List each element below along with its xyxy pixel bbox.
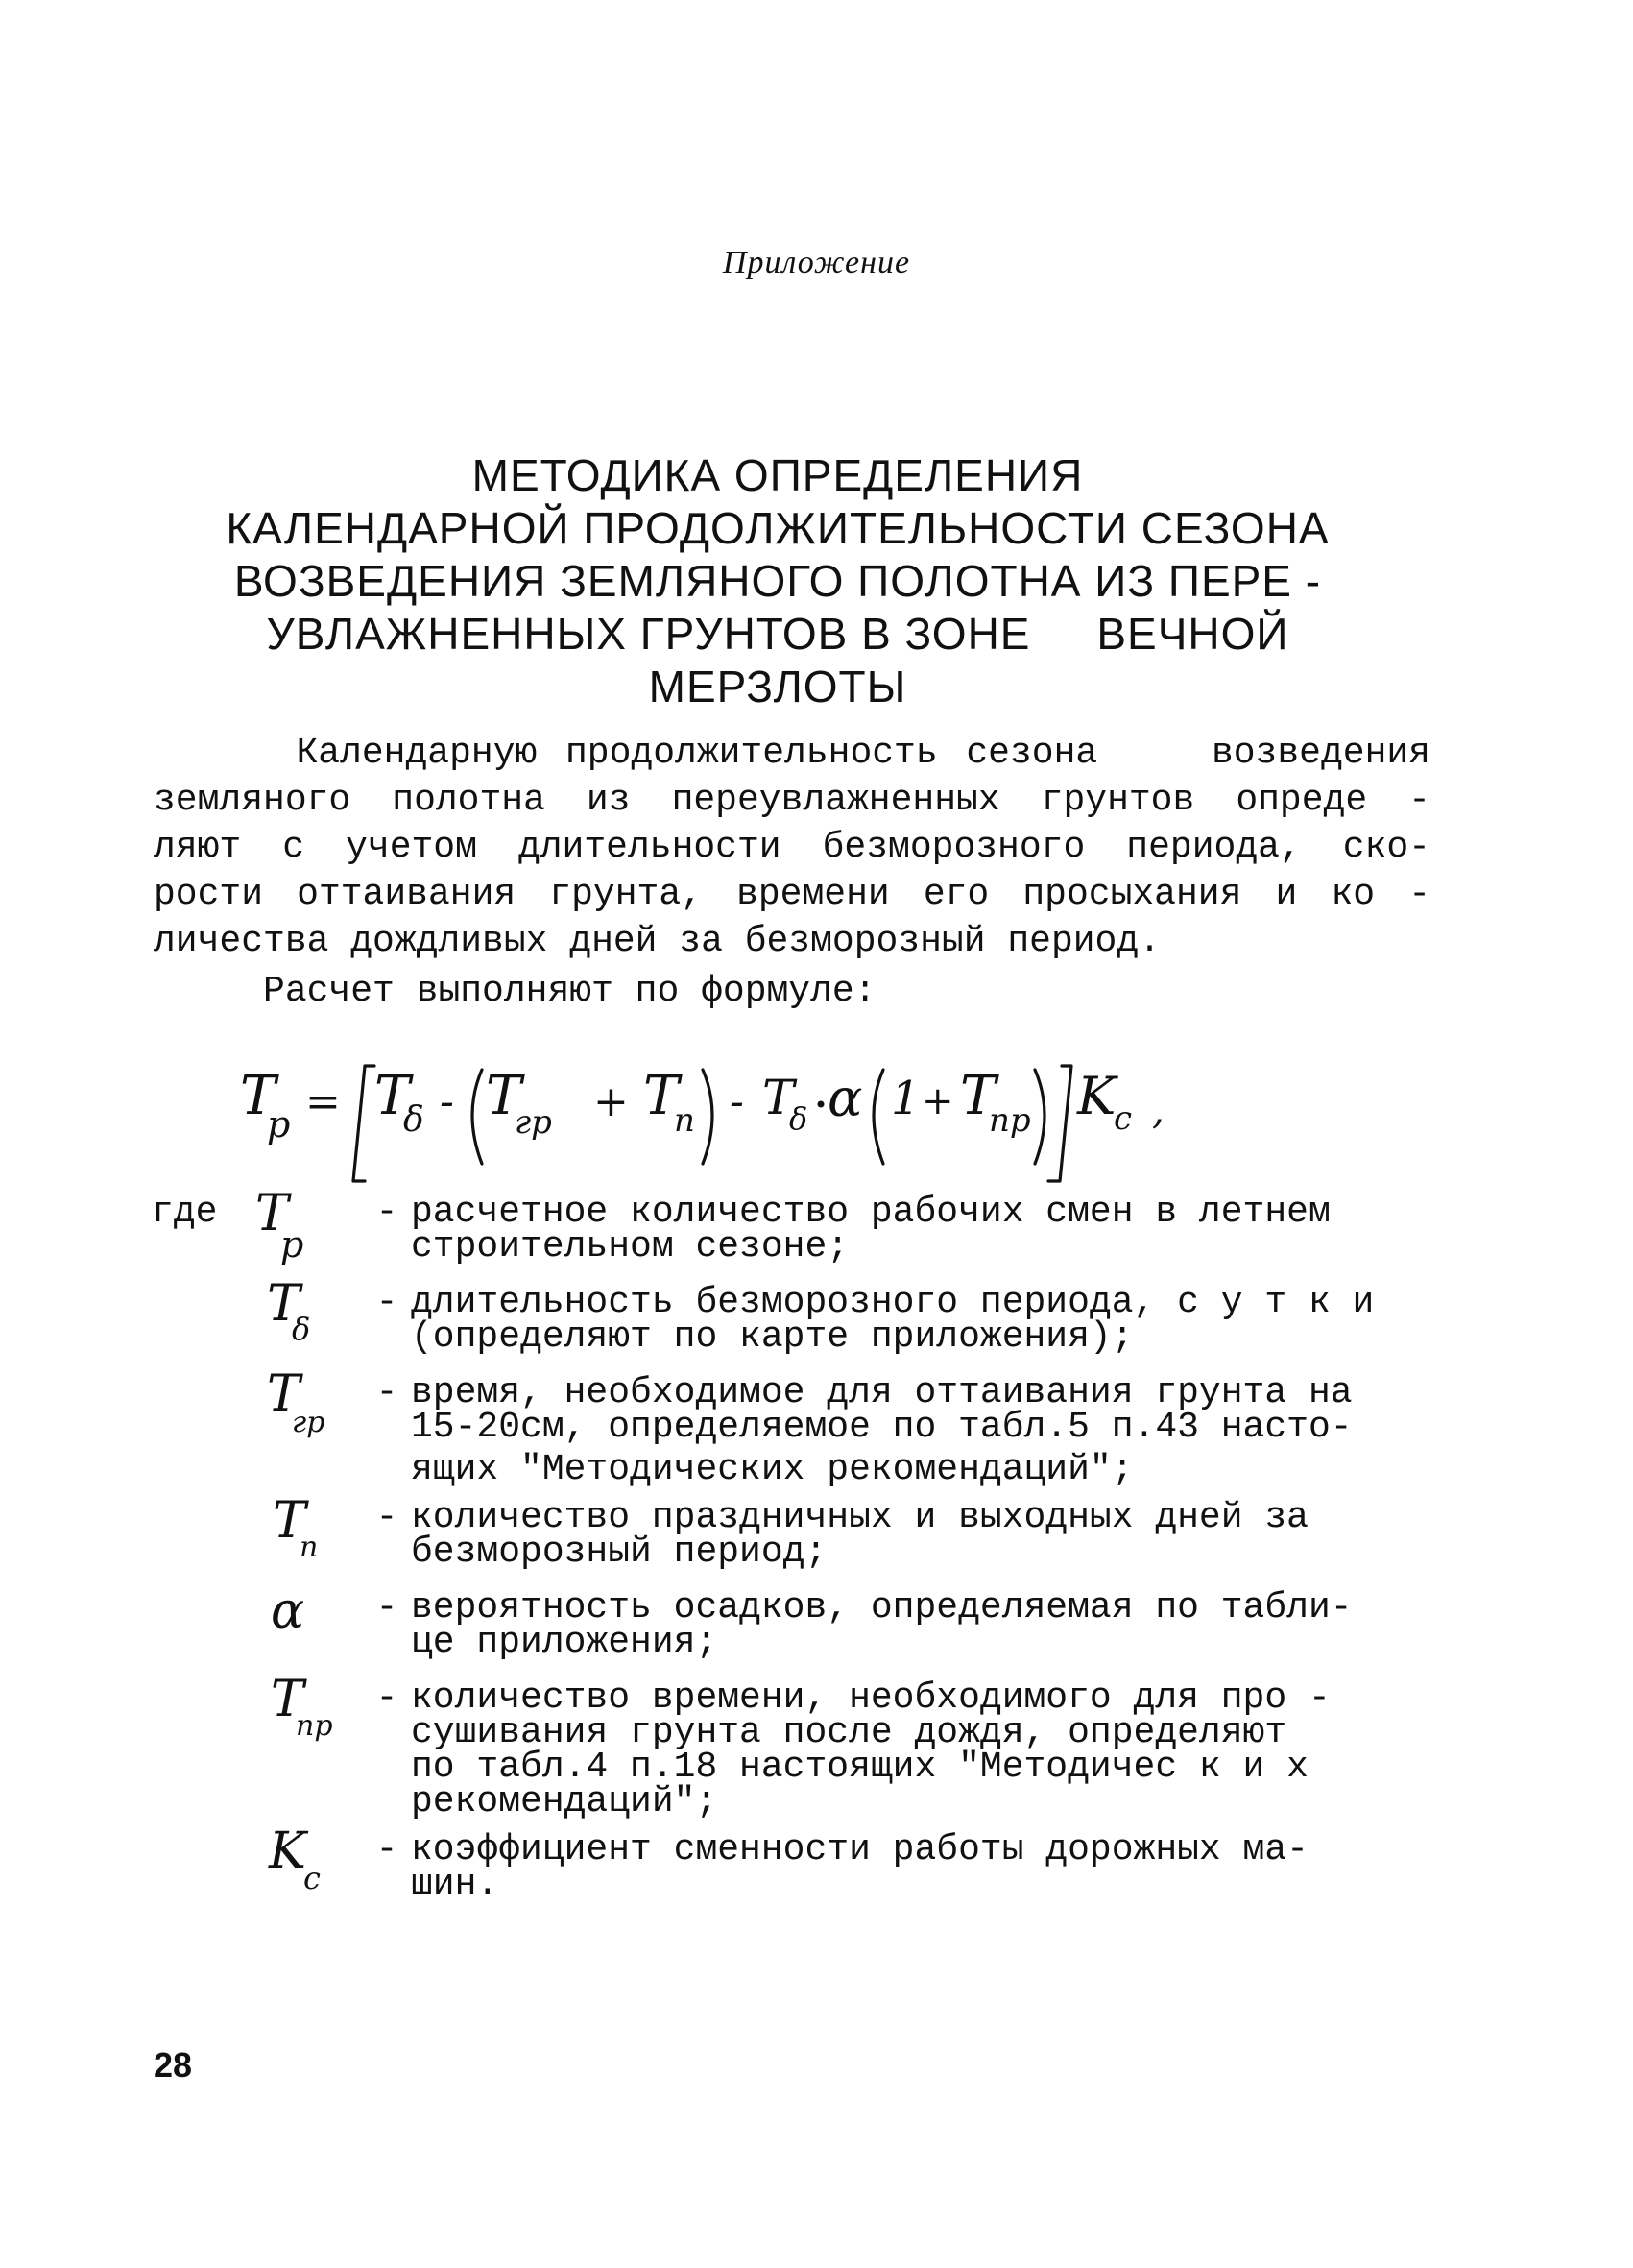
symbol-t-delta: [248, 1280, 363, 1363]
svg-text:p: p: [280, 1223, 304, 1266]
definition-text: [411, 1497, 1438, 1573]
definition-line: шин.: [411, 1864, 499, 1905]
svg-text:гр: гр: [515, 1103, 552, 1142]
definition-line: ящих "Методических рекомендаций";: [411, 1449, 1134, 1490]
title-line: ВОЗВЕДЕНИЯ ЗЕМЛЯНОГО ПОЛОТНА ИЗ ПЕРЕ -: [233, 556, 1322, 606]
definitions-list: [152, 1190, 1438, 1923]
definition-line: коэффициент сменности работы дорожных ма-: [411, 1829, 1309, 1870]
definition-line: время, необходимое для оттаивания грунта на: [411, 1372, 1353, 1413]
definition-row: [152, 1370, 1438, 1490]
svg-text:p: p: [267, 1103, 291, 1146]
title-line: УВЛАЖНЕННЫХ ГРУНТОВ В ЗОНЕ ВЕЧНОЙ: [266, 609, 1289, 659]
formula-intro-text: Расчет выполняют по формуле:: [154, 971, 877, 1012]
svg-text:T: T: [273, 1495, 306, 1550]
title-line: МЕТОДИКА ОПРЕДЕЛЕНИЯ: [471, 450, 1084, 500]
svg-text:п: п: [674, 1101, 695, 1140]
svg-text:гр: гр: [292, 1406, 325, 1439]
svg-text:T: T: [267, 1280, 300, 1333]
formula-graphic: [230, 1037, 1286, 1191]
definition-line: по табл.4 п.18 настоящих "Методичес к и х: [411, 1747, 1309, 1788]
paragraph-line: ляют с учетом длительности безморозного периода, ско-: [154, 827, 1430, 868]
svg-text:1: 1: [891, 1072, 921, 1125]
definition-text: [411, 1282, 1438, 1358]
definition-line: расчетное количество рабочих смен в летнем: [411, 1192, 1331, 1233]
svg-text:,: ,: [1152, 1089, 1165, 1133]
definition-row: [152, 1827, 1438, 1910]
svg-text:пр: пр: [989, 1101, 1031, 1140]
definition-dash: -: [375, 1372, 398, 1413]
definition-text: [411, 1829, 1438, 1905]
definition-text: [411, 1587, 1438, 1663]
svg-text:T: T: [374, 1065, 411, 1127]
svg-text:T: T: [271, 1676, 304, 1728]
svg-text:+: +: [922, 1079, 954, 1123]
definition-line: (определяют по карте приложения);: [411, 1316, 1134, 1358]
paragraph-line: земляного полотна из переувлажненных грунтов опреде -: [154, 780, 1430, 821]
definition-dash: -: [375, 1829, 398, 1870]
svg-text:c: c: [1114, 1099, 1133, 1138]
intro-paragraph: [154, 730, 1430, 965]
definition-line: количество времени, необходимого для про -: [411, 1677, 1331, 1719]
svg-text:T: T: [267, 1370, 300, 1423]
paragraph-line: Календарную продолжительность сезона возведения: [154, 733, 1430, 774]
definition-line: безморозный период;: [411, 1532, 828, 1573]
svg-text:-: -: [440, 1077, 454, 1126]
svg-text:T: T: [643, 1065, 680, 1127]
svg-text:α: α: [828, 1068, 863, 1128]
formula: [230, 1037, 1286, 1191]
svg-text:пр: пр: [296, 1709, 333, 1743]
svg-text:δ: δ: [403, 1100, 424, 1140]
formula-intro: [154, 968, 1430, 1015]
definition-dash: -: [375, 1282, 398, 1323]
definition-line: це приложения;: [411, 1622, 718, 1663]
appendix-label: Приложение: [722, 245, 911, 280]
where-label: где: [152, 1192, 218, 1233]
definition-dash: -: [375, 1192, 398, 1233]
svg-text:+: +: [593, 1077, 629, 1126]
symbol-t-pr: [248, 1676, 363, 1758]
paragraph-line: личества дождливых дней за безморозный период.: [154, 921, 1161, 962]
svg-text:T: T: [240, 1065, 276, 1127]
symbol-alpha: [248, 1585, 363, 1668]
svg-text:c: c: [303, 1860, 321, 1896]
definition-text: [411, 1372, 1438, 1490]
definition-line: вероятность осадков, определяемая по табли-: [411, 1587, 1353, 1629]
definition-row: [152, 1190, 1438, 1272]
svg-text:T: T: [486, 1065, 522, 1127]
definition-line: рекомендаций";: [411, 1781, 718, 1822]
title-line: КАЛЕНДАРНОЙ ПРОДОЛЖИТЕЛЬНОСТИ СЕЗОНА: [226, 503, 1330, 553]
symbol-tp: [248, 1190, 363, 1272]
svg-text:δ: δ: [789, 1100, 808, 1137]
svg-text:=: =: [305, 1077, 341, 1126]
symbol-t-gr: [248, 1370, 363, 1453]
definition-row: [152, 1495, 1438, 1578]
svg-text:-: -: [730, 1077, 744, 1126]
page-number: 28: [154, 2045, 193, 2085]
svg-text:T: T: [960, 1065, 997, 1127]
definition-text: [411, 1192, 1438, 1267]
svg-text:α: α: [271, 1585, 305, 1640]
definition-dash: -: [375, 1677, 398, 1719]
symbol-kc: [248, 1827, 363, 1910]
svg-text:T: T: [255, 1190, 289, 1243]
svg-text:δ: δ: [292, 1311, 311, 1347]
definition-text: [411, 1677, 1438, 1822]
svg-text:T: T: [762, 1070, 795, 1125]
definition-row: [152, 1585, 1438, 1668]
paragraph-line: рости оттаивания грунта, времени его просыхания и ко -: [154, 874, 1430, 915]
definition-line: 15-20см, определяемое по табл.5 п.43 насто-: [411, 1407, 1353, 1448]
title-line: МЕРЗЛОТЫ: [648, 662, 907, 712]
document-title: [202, 449, 1354, 713]
definition-row: [152, 1280, 1438, 1363]
svg-text:п: п: [300, 1531, 319, 1564]
definition-line: количество праздничных и выходных дней за: [411, 1497, 1309, 1538]
svg-text:K: K: [1077, 1066, 1117, 1126]
symbol-t-p: [248, 1495, 363, 1578]
definition-line: сушивания грунта после дождя, определяют: [411, 1712, 1287, 1753]
definition-row: [152, 1676, 1438, 1822]
definition-line: длительность безморозного периода, с у т к и: [411, 1282, 1375, 1323]
definition-dash: -: [375, 1587, 398, 1629]
definition-dash: -: [375, 1497, 398, 1538]
svg-text:K: K: [269, 1827, 306, 1880]
definition-line: строительном сезоне;: [411, 1226, 850, 1267]
